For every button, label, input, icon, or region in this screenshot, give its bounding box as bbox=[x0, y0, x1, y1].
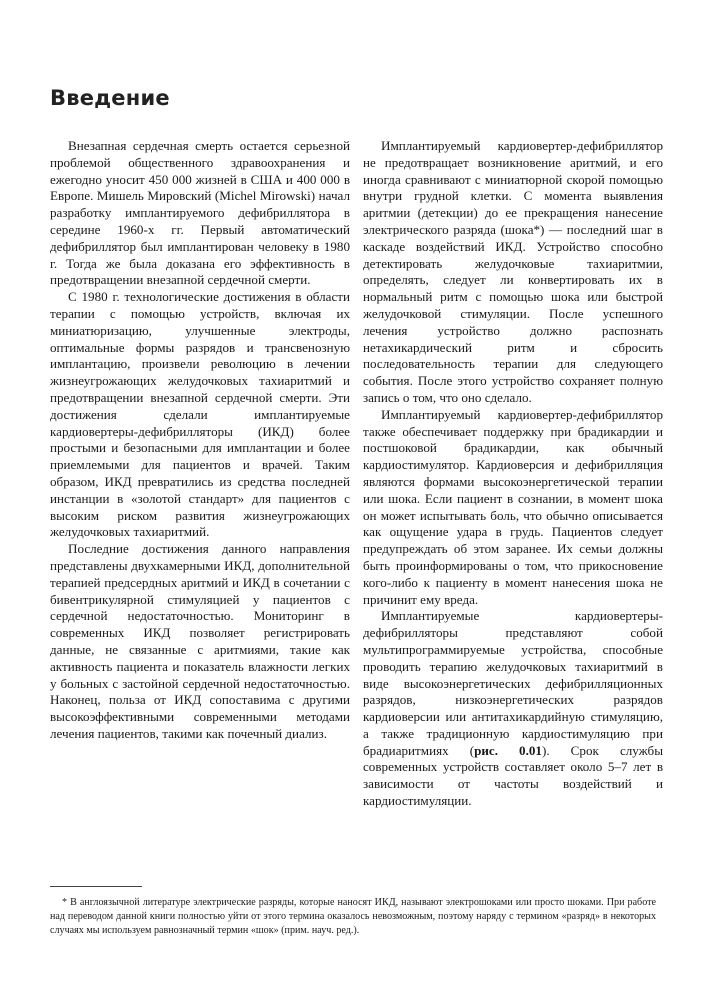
paragraph: Имплантируемый кардиовертер-дефибриллятор также обеспечивает поддержку при брадикардии и постшоковой брадикардии, как обычный кардиостимулятор. Кардиоверсия и дефибрилляция являются формами высокоэнергетической терапии или шока. Если пациент в сознании, в момент шока он может испытывать боль, что обычно описывается как ощущение удара в грудь. Пациентов следует предупреждать об этом заранее. Их семьи должны быть проинформированы о том, что прикосновение кого-либо к пациенту в момент нанесения шока не причинит ему вреда. bbox=[363, 406, 663, 607]
paragraph: Внезапная сердечная смерть остается серьезной проблемой общественного здравоохранения и ежегодно уносит 450 000 жизней в США и 400 000 в Европе. Мишель Мировский (Michel Mirowski) начал разработку имплантируемого дефибриллятора в середине 1960-х гг. Первый автоматический дефибриллятор был имплантирован человеку в 1980 г. Тогда же была доказана его эффективность в предотвращении внезапной сердечной смерти. bbox=[50, 138, 350, 288]
paragraph: С 1980 г. технологические достижения в области терапии с помощью устройств, включая их миниатюризацию, улучшенные электроды, оптимальные формы разрядов и трансвенозную имплантацию, произвели революцию в лечении жизнеугрожающих желудочковых тахиаритмий и предотвращении внезапной сердечной смерти. Эти достижения сделали имплантируемые кардиовертеры-дефибрилляторы (ИКД) более простыми и безопасными для имплантации и более приемлемыми для пациентов и врачей. Таким образом, ИКД превратились из средства последней инстанции в «золотой стандарт» для пациентов с высоким риском развития жизнеугрожающих желудочковых тахиаритмий. bbox=[50, 289, 350, 540]
paragraph: Имплантируемый кардиовертер-дефибриллятор не предотвращает возникновение аритмий, и его иногда сравнивают с миниатюрной скорой помощью внутри грудной клетки. С момента выявления аритмии (детекции) до ее прекращения нанесение электрического разряда (шока*) — последний шаг в каскаде воздействий ИКД. Устройство способно детектировать желудочковые тахиаритмии, определять, следует ли конвертировать их в нормальный ритм с помощью шока или быстрой желудочковой стимуляции. После успешного лечения устройство должно распознать нетахикардический ритм и сбросить последовательность терапии для следующего события. После этого устройство сохраняет полную запись о том, что оно сделало. bbox=[363, 138, 663, 405]
footnote: * В англоязычной литературе электрические разряды, которые наносят ИКД, называют электрошоками или просто шоками. При работе над переводом данной книги полностью уйти от этого термина оказалось невозможным, поэтому наряду с термином «разряд» в некоторых случаях мы используем равнозначный термин «шок» (прим. науч. ред.). bbox=[50, 897, 656, 936]
paragraph-text: Имплантируемые кардиовертеры-дефибрилляторы представляют собой мультипрограммируемые устройства, способные проводить терапию желудочковых тахиаритмий в виде высокоэнергетических дефибрилляционных разрядов, низкоэнергетических разрядов кардиоверсии или антитахикардийную стимуляцию, а также традиционную кардиостимуляцию при брадиаритмиях ( bbox=[363, 608, 663, 758]
right-column bbox=[363, 138, 663, 810]
figure-reference: рис. 0.01 bbox=[474, 742, 542, 758]
paragraph-text: ). Срок службы современных устройств составляет около 5–7 лет в зависимости от частоты воздействий и кардиостимуляции. bbox=[363, 742, 663, 809]
footnote-divider bbox=[50, 886, 142, 887]
page-title: Введение bbox=[50, 86, 170, 110]
paragraph bbox=[363, 608, 663, 810]
paragraph: Последние достижения данного направления представлены двухкамерными ИКД, дополнительной терапией предсердных аритмий и ИКД в сочетании с бивентрикулярной стимуляцией у пациентов с сердечной недостаточностью. Мониторинг в современных ИКД позволяет регистрировать данные, не связанные с аритмиями, такие как активность пациента и показатель влажности легких у больных с застойной сердечной недостаточностью. Наконец, польза от ИКД сопоставима с другими высокоэффективными современными методами лечения пациентов, такими как почечный диализ. bbox=[50, 541, 350, 741]
left-column bbox=[50, 138, 350, 743]
